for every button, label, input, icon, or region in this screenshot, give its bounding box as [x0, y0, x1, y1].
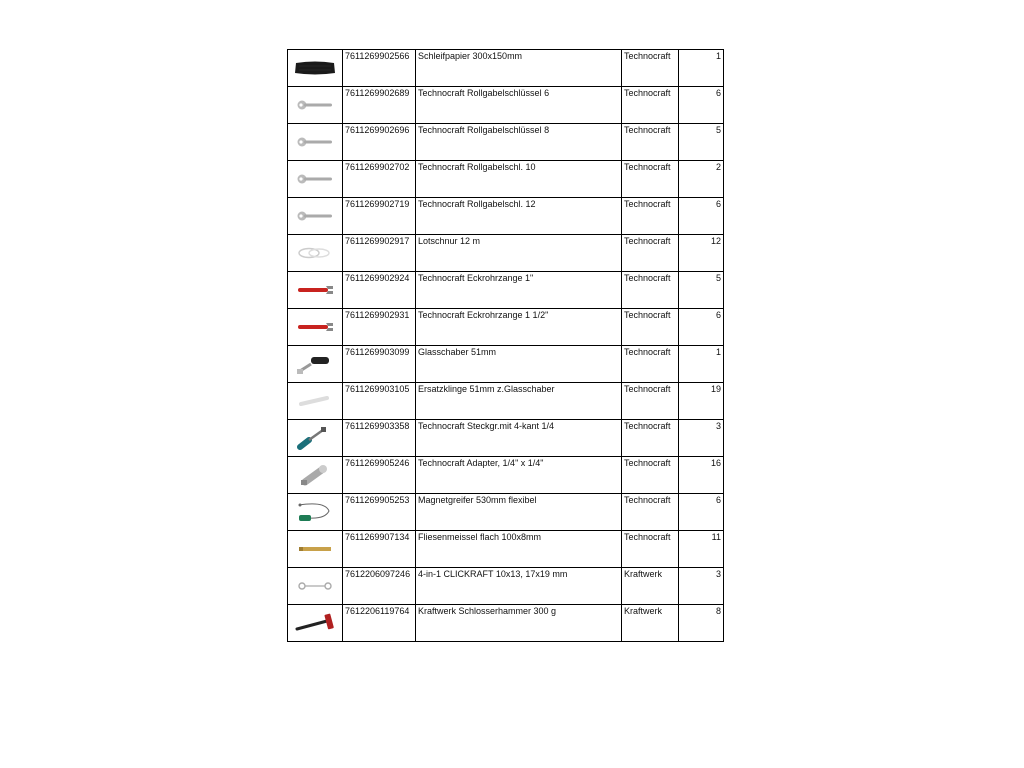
description-cell: Kraftwerk Schlosserhammer 300 g — [416, 605, 622, 642]
description-cell: Ersatzklinge 51mm z.Glasschaber — [416, 383, 622, 420]
table-row — [288, 309, 724, 346]
adjustable-wrench-icon — [288, 99, 342, 111]
magnetic-pickup-icon — [288, 501, 342, 523]
table-row — [288, 568, 724, 605]
description-cell: Technocraft Eckrohrzange 1" — [416, 272, 622, 309]
product-image-cell — [288, 272, 343, 309]
ean-cell: 7611269903105 — [343, 383, 416, 420]
glass-scraper-icon — [288, 353, 342, 375]
ean-cell: 7611269902924 — [343, 272, 416, 309]
brand-cell: Technocraft — [622, 494, 679, 531]
adjustable-wrench-icon — [288, 173, 342, 185]
table-row — [288, 494, 724, 531]
pipe-wrench-icon — [288, 284, 342, 296]
chisel-icon — [288, 545, 342, 553]
quantity-cell: 6 — [679, 494, 724, 531]
table-row — [288, 235, 724, 272]
quantity-cell: 5 — [679, 272, 724, 309]
table-row — [288, 50, 724, 87]
brand-cell: Technocraft — [622, 87, 679, 124]
brand-cell: Technocraft — [622, 50, 679, 87]
quantity-cell: 6 — [679, 198, 724, 235]
table-row — [288, 605, 724, 642]
table-row — [288, 420, 724, 457]
brand-cell: Technocraft — [622, 161, 679, 198]
brand-cell: Technocraft — [622, 420, 679, 457]
product-image-cell — [288, 346, 343, 383]
quantity-cell: 2 — [679, 161, 724, 198]
quantity-cell: 16 — [679, 457, 724, 494]
ring-spanner-icon — [288, 581, 342, 591]
socket-adapter-icon — [288, 463, 342, 487]
product-image-cell — [288, 124, 343, 161]
table-row — [288, 161, 724, 198]
table-row — [288, 383, 724, 420]
table-row — [288, 346, 724, 383]
table-row — [288, 272, 724, 309]
brand-cell: Technocraft — [622, 272, 679, 309]
screwdriver-handle-icon — [288, 425, 342, 451]
ean-cell: 7611269905253 — [343, 494, 416, 531]
brand-cell: Kraftwerk — [622, 568, 679, 605]
description-cell: Technocraft Steckgr.mit 4-kant 1/4 — [416, 420, 622, 457]
ean-cell: 7611269903099 — [343, 346, 416, 383]
brand-cell: Technocraft — [622, 309, 679, 346]
hammer-icon — [288, 613, 342, 633]
table-row — [288, 531, 724, 568]
pipe-wrench-icon — [288, 321, 342, 333]
sandpaper-icon — [288, 59, 342, 77]
description-cell: Lotschnur 12 m — [416, 235, 622, 272]
description-cell: Technocraft Rollgabelschl. 10 — [416, 161, 622, 198]
description-cell: Schleifpapier 300x150mm — [416, 50, 622, 87]
product-image-cell — [288, 161, 343, 198]
product-image-cell — [288, 198, 343, 235]
quantity-cell: 3 — [679, 568, 724, 605]
quantity-cell: 8 — [679, 605, 724, 642]
replacement-blade-icon — [288, 395, 342, 407]
adjustable-wrench-icon — [288, 210, 342, 222]
brand-cell: Technocraft — [622, 383, 679, 420]
description-cell: Technocraft Rollgabelschlüssel 8 — [416, 124, 622, 161]
ean-cell: 7611269902702 — [343, 161, 416, 198]
brand-cell: Technocraft — [622, 531, 679, 568]
quantity-cell: 1 — [679, 346, 724, 383]
product-image-cell — [288, 457, 343, 494]
product-image-cell — [288, 50, 343, 87]
product-image-cell — [288, 494, 343, 531]
brand-cell: Technocraft — [622, 457, 679, 494]
description-cell: Fliesenmeissel flach 100x8mm — [416, 531, 622, 568]
description-cell: 4-in-1 CLICKRAFT 10x13, 17x19 mm — [416, 568, 622, 605]
string-line-icon — [288, 246, 342, 260]
ean-cell: 7612206119764 — [343, 605, 416, 642]
ean-cell: 7611269902931 — [343, 309, 416, 346]
product-table — [287, 49, 724, 642]
quantity-cell: 1 — [679, 50, 724, 87]
ean-cell: 7611269903358 — [343, 420, 416, 457]
description-cell: Technocraft Rollgabelschl. 12 — [416, 198, 622, 235]
quantity-cell: 3 — [679, 420, 724, 457]
ean-cell: 7612206097246 — [343, 568, 416, 605]
table-row — [288, 198, 724, 235]
product-image-cell — [288, 531, 343, 568]
quantity-cell: 19 — [679, 383, 724, 420]
product-image-cell — [288, 420, 343, 457]
quantity-cell: 5 — [679, 124, 724, 161]
ean-cell: 7611269902917 — [343, 235, 416, 272]
ean-cell: 7611269902689 — [343, 87, 416, 124]
brand-cell: Kraftwerk — [622, 605, 679, 642]
product-image-cell — [288, 568, 343, 605]
description-cell: Magnetgreifer 530mm flexibel — [416, 494, 622, 531]
table-row — [288, 124, 724, 161]
product-image-cell — [288, 605, 343, 642]
quantity-cell: 6 — [679, 309, 724, 346]
brand-cell: Technocraft — [622, 124, 679, 161]
quantity-cell: 6 — [679, 87, 724, 124]
brand-cell: Technocraft — [622, 235, 679, 272]
ean-cell: 7611269902719 — [343, 198, 416, 235]
ean-cell: 7611269905246 — [343, 457, 416, 494]
adjustable-wrench-icon — [288, 136, 342, 148]
table-row — [288, 87, 724, 124]
table-row — [288, 457, 724, 494]
description-cell: Technocraft Adapter, 1/4" x 1/4" — [416, 457, 622, 494]
ean-cell: 7611269907134 — [343, 531, 416, 568]
product-image-cell — [288, 383, 343, 420]
description-cell: Technocraft Eckrohrzange 1 1/2" — [416, 309, 622, 346]
quantity-cell: 11 — [679, 531, 724, 568]
ean-cell: 7611269902696 — [343, 124, 416, 161]
product-image-cell — [288, 87, 343, 124]
brand-cell: Technocraft — [622, 198, 679, 235]
product-image-cell — [288, 235, 343, 272]
quantity-cell: 12 — [679, 235, 724, 272]
brand-cell: Technocraft — [622, 346, 679, 383]
description-cell: Technocraft Rollgabelschlüssel 6 — [416, 87, 622, 124]
product-image-cell — [288, 309, 343, 346]
ean-cell: 7611269902566 — [343, 50, 416, 87]
description-cell: Glasschaber 51mm — [416, 346, 622, 383]
